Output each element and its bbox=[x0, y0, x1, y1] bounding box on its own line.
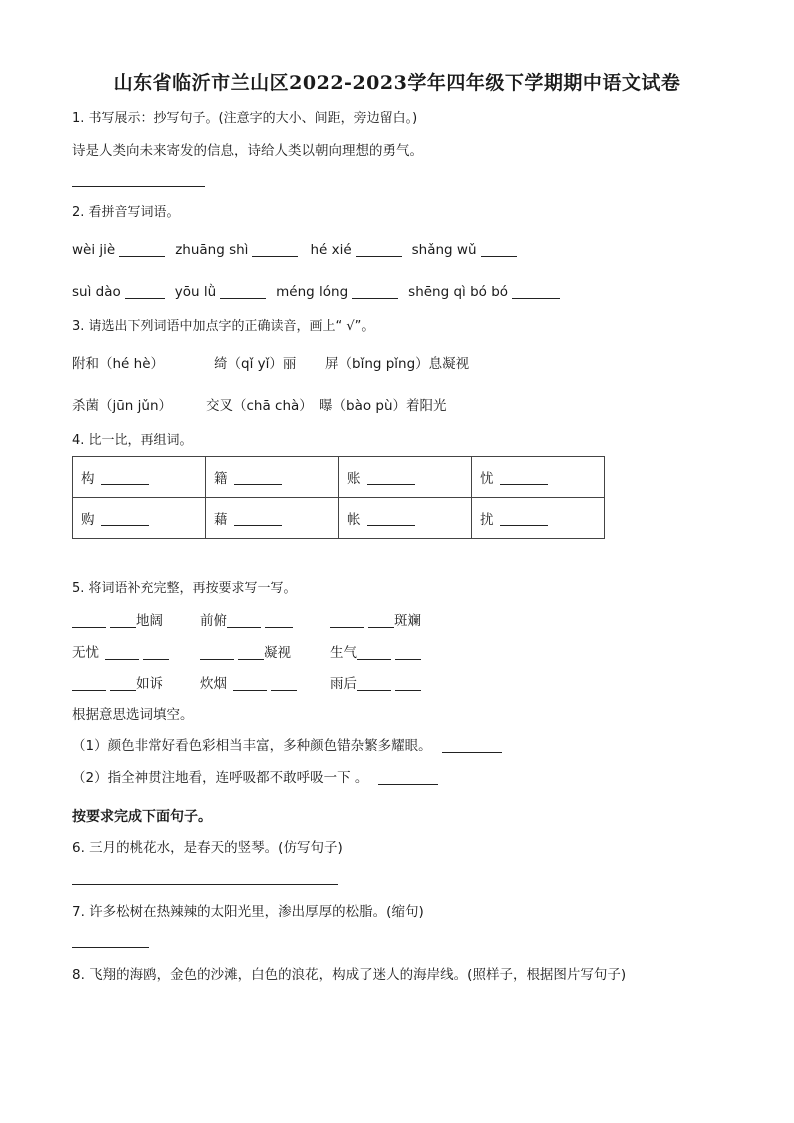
word-blank[interactable] bbox=[238, 645, 264, 660]
word-blank[interactable] bbox=[105, 645, 139, 660]
word-blank[interactable] bbox=[72, 613, 106, 628]
q3-item-qili[interactable]: 绮（qǐ yǐ）丽 bbox=[214, 356, 297, 372]
char-jie: 藉 bbox=[214, 512, 228, 528]
word-blank[interactable] bbox=[72, 676, 106, 691]
table-row bbox=[73, 457, 605, 498]
cell-blank[interactable] bbox=[500, 513, 548, 526]
word-text: 无忧 bbox=[72, 645, 99, 661]
char-rao: 扰 bbox=[480, 512, 494, 528]
pinyin-blank[interactable] bbox=[125, 284, 165, 299]
q1-sentence: 诗是人类向未来寄发的信息，诗给人类以朝向理想的勇气。 bbox=[72, 143, 423, 159]
table-cell[interactable] bbox=[73, 498, 206, 539]
q5-r3c1 bbox=[72, 675, 163, 693]
word-text: 斑斓 bbox=[394, 613, 421, 629]
q3-item-jiaocha[interactable]: 交叉（chā chà） bbox=[206, 398, 313, 414]
cell-blank[interactable] bbox=[234, 513, 282, 526]
q5-item2-text: （2）指全神贯注地看，连呼吸都不敢呼吸一下 。 bbox=[72, 770, 369, 786]
pinyin-shengqibobo: shēng qì bó bó bbox=[408, 284, 509, 300]
table-row bbox=[73, 498, 605, 539]
word-blank[interactable] bbox=[357, 645, 391, 660]
q4-prompt: 4. 比一比，再组词。 bbox=[72, 433, 193, 448]
cell-blank[interactable] bbox=[101, 472, 149, 485]
word-text: 凝视 bbox=[264, 645, 291, 661]
q8-prompt: 8. 飞翔的海鸥，金色的沙滩，白色的浪花，构成了迷人的海岸线。(照样子，根据图片写句子) bbox=[72, 967, 627, 983]
word-blank[interactable] bbox=[143, 645, 169, 660]
word-blank[interactable] bbox=[110, 676, 136, 691]
pinyin-blank[interactable] bbox=[220, 284, 266, 299]
table-cell[interactable] bbox=[472, 498, 605, 539]
pinyin-blank[interactable] bbox=[352, 284, 398, 299]
word-blank[interactable] bbox=[395, 645, 421, 660]
word-blank[interactable] bbox=[265, 613, 293, 628]
q2-prompt: 2. 看拼音写词语。 bbox=[72, 205, 180, 220]
pinyin-shangwu: shǎng wǔ bbox=[411, 242, 477, 258]
q5-item1 bbox=[72, 737, 502, 755]
word-blank[interactable] bbox=[227, 613, 261, 628]
word-text: 炊烟 bbox=[200, 676, 227, 692]
word-text: 前俯 bbox=[200, 613, 227, 629]
q7-prompt: 7. 许多松树在热辣辣的太阳光里，渗出厚厚的松脂。(缩句) bbox=[72, 904, 424, 920]
q5-r2c1 bbox=[72, 644, 169, 662]
char-zhang: 账 bbox=[347, 471, 361, 487]
word-blank[interactable] bbox=[395, 676, 421, 691]
q5-item1-text: （1）颜色非常好看色彩相当丰富，多种颜色错杂繁多耀眼。 bbox=[72, 738, 432, 754]
char-gou: 构 bbox=[81, 471, 95, 487]
q5-item2 bbox=[72, 769, 438, 787]
q5-r1c2 bbox=[200, 612, 293, 630]
table-cell[interactable] bbox=[206, 457, 339, 498]
word-text: 如诉 bbox=[136, 676, 163, 692]
pinyin-blank[interactable] bbox=[119, 242, 165, 257]
cell-blank[interactable] bbox=[500, 472, 548, 485]
char-you: 忧 bbox=[480, 471, 494, 487]
pinyin-blank[interactable] bbox=[481, 242, 517, 257]
word-blank[interactable] bbox=[200, 645, 234, 660]
q3-item-bingxi[interactable]: 屏（bǐng pǐng）息凝视 bbox=[325, 356, 470, 372]
q5-r2c2 bbox=[200, 644, 291, 662]
cell-blank[interactable] bbox=[234, 472, 282, 485]
word-blank[interactable] bbox=[271, 676, 297, 691]
word-blank[interactable] bbox=[330, 613, 364, 628]
word-blank[interactable] bbox=[368, 613, 394, 628]
word-text: 地阔 bbox=[136, 613, 163, 629]
q5-r2c3 bbox=[330, 644, 421, 662]
cell-blank[interactable] bbox=[367, 513, 415, 526]
section-heading: 按要求完成下面句子。 bbox=[72, 809, 212, 825]
q5-r1c1 bbox=[72, 612, 163, 630]
q2-row2 bbox=[72, 283, 560, 301]
cell-blank[interactable] bbox=[367, 472, 415, 485]
page-title: 山东省临沂市兰山区2022-2023学年四年级下学期期中语文试卷 bbox=[113, 72, 681, 94]
q5-prompt: 5. 将词语补充完整，再按要求写一写。 bbox=[72, 581, 297, 596]
answer-blank[interactable] bbox=[442, 738, 502, 753]
pinyin-menglong: méng lóng bbox=[276, 284, 349, 300]
answer-blank[interactable] bbox=[378, 770, 438, 785]
table-cell[interactable] bbox=[73, 457, 206, 498]
char-zhang2: 帐 bbox=[347, 512, 361, 528]
q3-item-fuhe[interactable]: 附和（hé hè） bbox=[72, 356, 165, 372]
pinyin-blank[interactable] bbox=[252, 242, 298, 257]
q5-r3c3 bbox=[330, 675, 421, 693]
q6-prompt: 6. 三月的桃花水，是春天的竖琴。(仿写句子) bbox=[72, 840, 343, 856]
char-gou2: 购 bbox=[81, 512, 95, 528]
char-ji: 籍 bbox=[214, 471, 228, 487]
q3-prompt: 3. 请选出下列词语中加点字的正确读音，画上“ √”。 bbox=[72, 319, 375, 334]
table-cell[interactable] bbox=[472, 457, 605, 498]
q4-word-table bbox=[72, 456, 605, 539]
table-cell[interactable] bbox=[339, 457, 472, 498]
pinyin-youlv: yōu lǜ bbox=[174, 284, 217, 300]
table-cell[interactable] bbox=[206, 498, 339, 539]
pinyin-blank[interactable] bbox=[512, 284, 560, 299]
word-blank[interactable] bbox=[357, 676, 391, 691]
pinyin-blank[interactable] bbox=[356, 242, 402, 257]
pinyin-hexie: hé xié bbox=[310, 242, 352, 258]
pinyin-suidao: suì dào bbox=[72, 284, 121, 300]
q3-item-shajun[interactable]: 杀菌（jūn jǔn） bbox=[72, 398, 173, 414]
q1-prompt: 1. 书写展示：抄写句子。(注意字的大小、间距，旁边留白。) bbox=[72, 111, 418, 126]
q2-row1 bbox=[72, 241, 517, 259]
pinyin-weijie: wèi jiè bbox=[72, 242, 116, 258]
q5-r1c3 bbox=[330, 612, 421, 630]
q3-item-bao[interactable]: 曝（bào pù）着阳光 bbox=[319, 398, 447, 414]
q5-instruction: 根据意思选词填空。 bbox=[72, 707, 194, 723]
q1-answer-line[interactable] bbox=[72, 186, 205, 187]
word-blank[interactable] bbox=[233, 676, 267, 691]
q7-answer-line[interactable] bbox=[72, 947, 149, 948]
word-text: 生气 bbox=[330, 645, 357, 661]
q5-r3c2 bbox=[200, 675, 297, 693]
word-text: 雨后 bbox=[330, 676, 357, 692]
table-cell[interactable] bbox=[339, 498, 472, 539]
word-blank[interactable] bbox=[110, 613, 136, 628]
cell-blank[interactable] bbox=[101, 513, 149, 526]
q6-answer-line[interactable] bbox=[72, 884, 338, 885]
pinyin-zhuangshi: zhuāng shì bbox=[175, 242, 249, 258]
